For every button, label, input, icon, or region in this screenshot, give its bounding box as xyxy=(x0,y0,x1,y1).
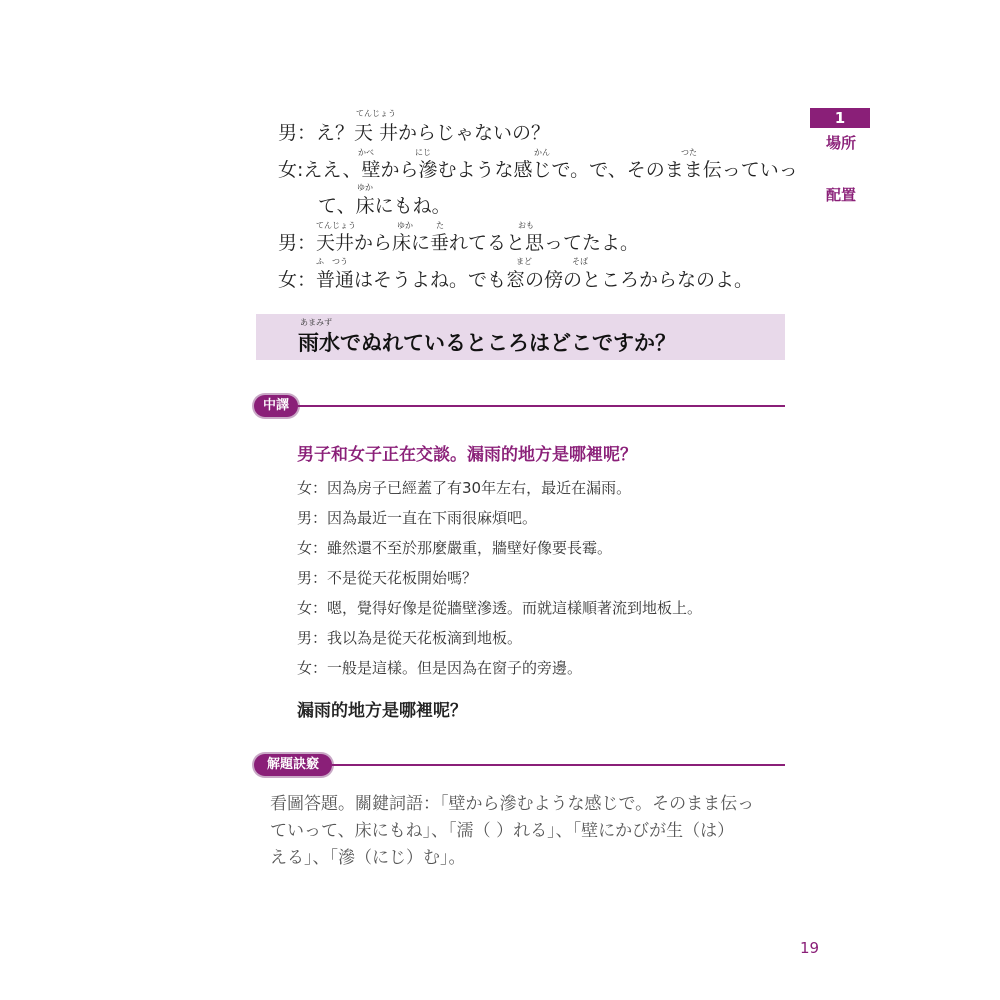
section-rule xyxy=(332,764,785,766)
explanation-line: 看圖答題。關鍵詞語：「壁から滲むような感じで。そのまま伝っ xyxy=(270,794,755,814)
ruby: てんじょう xyxy=(316,221,356,230)
ruby: そば xyxy=(572,257,588,266)
chapter-label-b: 配置 xyxy=(826,186,857,204)
ruby: かん xyxy=(534,148,550,157)
dialogue-line: 男：え？天 井からじゃないの？ xyxy=(278,122,551,144)
page-number: 19 xyxy=(800,939,820,957)
ruby: てんじょう xyxy=(356,109,396,118)
explanation-line: える」、「滲（にじ）む」。 xyxy=(270,848,466,868)
ruby: かべ xyxy=(358,148,374,157)
ruby: まど xyxy=(516,257,532,266)
dialogue-line: て、床にもね。 xyxy=(318,195,451,217)
ruby: にじ xyxy=(415,148,431,157)
translation-line: 女：因為房子已經蓋了有30年左右，最近在漏雨。 xyxy=(297,479,632,497)
ruby: おも xyxy=(518,221,534,230)
translation-question: 漏雨的地方是哪裡呢？ xyxy=(297,701,467,721)
ruby: ゆか xyxy=(357,183,373,192)
ruby: ゆか xyxy=(397,221,413,230)
translation-label: 中譯 xyxy=(254,395,298,417)
dialogue-line: 女：普通はそうよね。でも窓の傍のところからなのよ。 xyxy=(278,269,754,291)
question-text: 雨水でぬれているところはどこですか？ xyxy=(298,331,676,355)
translation-line: 男：我以為是從天花板滴到地板。 xyxy=(297,629,523,647)
question-ruby: あまみず xyxy=(300,318,332,327)
ruby: た xyxy=(436,221,444,230)
dialogue-line: 男：天井から床に垂れてると思ってたよ。 xyxy=(278,232,640,254)
translation-line: 女：一般是這樣。但是因為在窗子的旁邊。 xyxy=(297,659,583,677)
chapter-number-tab: 1 xyxy=(810,108,870,128)
translation-line: 女：嗯，覺得好像是從牆壁滲透。而就這樣順著流到地板上。 xyxy=(297,599,703,617)
ruby: つた xyxy=(681,148,697,157)
translation-line: 男：不是從天花板開始嗎？ xyxy=(297,569,478,587)
explanation-line: ていって、床にもね」、「濡（ ）れる」、「壁にかびが生（は） xyxy=(270,821,735,841)
translation-heading: 男子和女子正在交談。漏雨的地方是哪裡呢？ xyxy=(297,445,637,465)
explanation-label: 解題訣竅 xyxy=(254,754,332,776)
translation-line: 女：雖然還不至於那麼嚴重，牆壁好像要長霉。 xyxy=(297,539,613,557)
section-rule xyxy=(298,405,785,407)
translation-line: 男：因為最近一直在下雨很麻煩吧。 xyxy=(297,509,538,527)
dialogue-line: 女:ええ、壁から滲むような感じで。で、そのまま伝っていっ xyxy=(278,159,798,181)
chapter-label-a: 場所 xyxy=(826,134,857,152)
ruby: ふ つう xyxy=(316,257,348,266)
